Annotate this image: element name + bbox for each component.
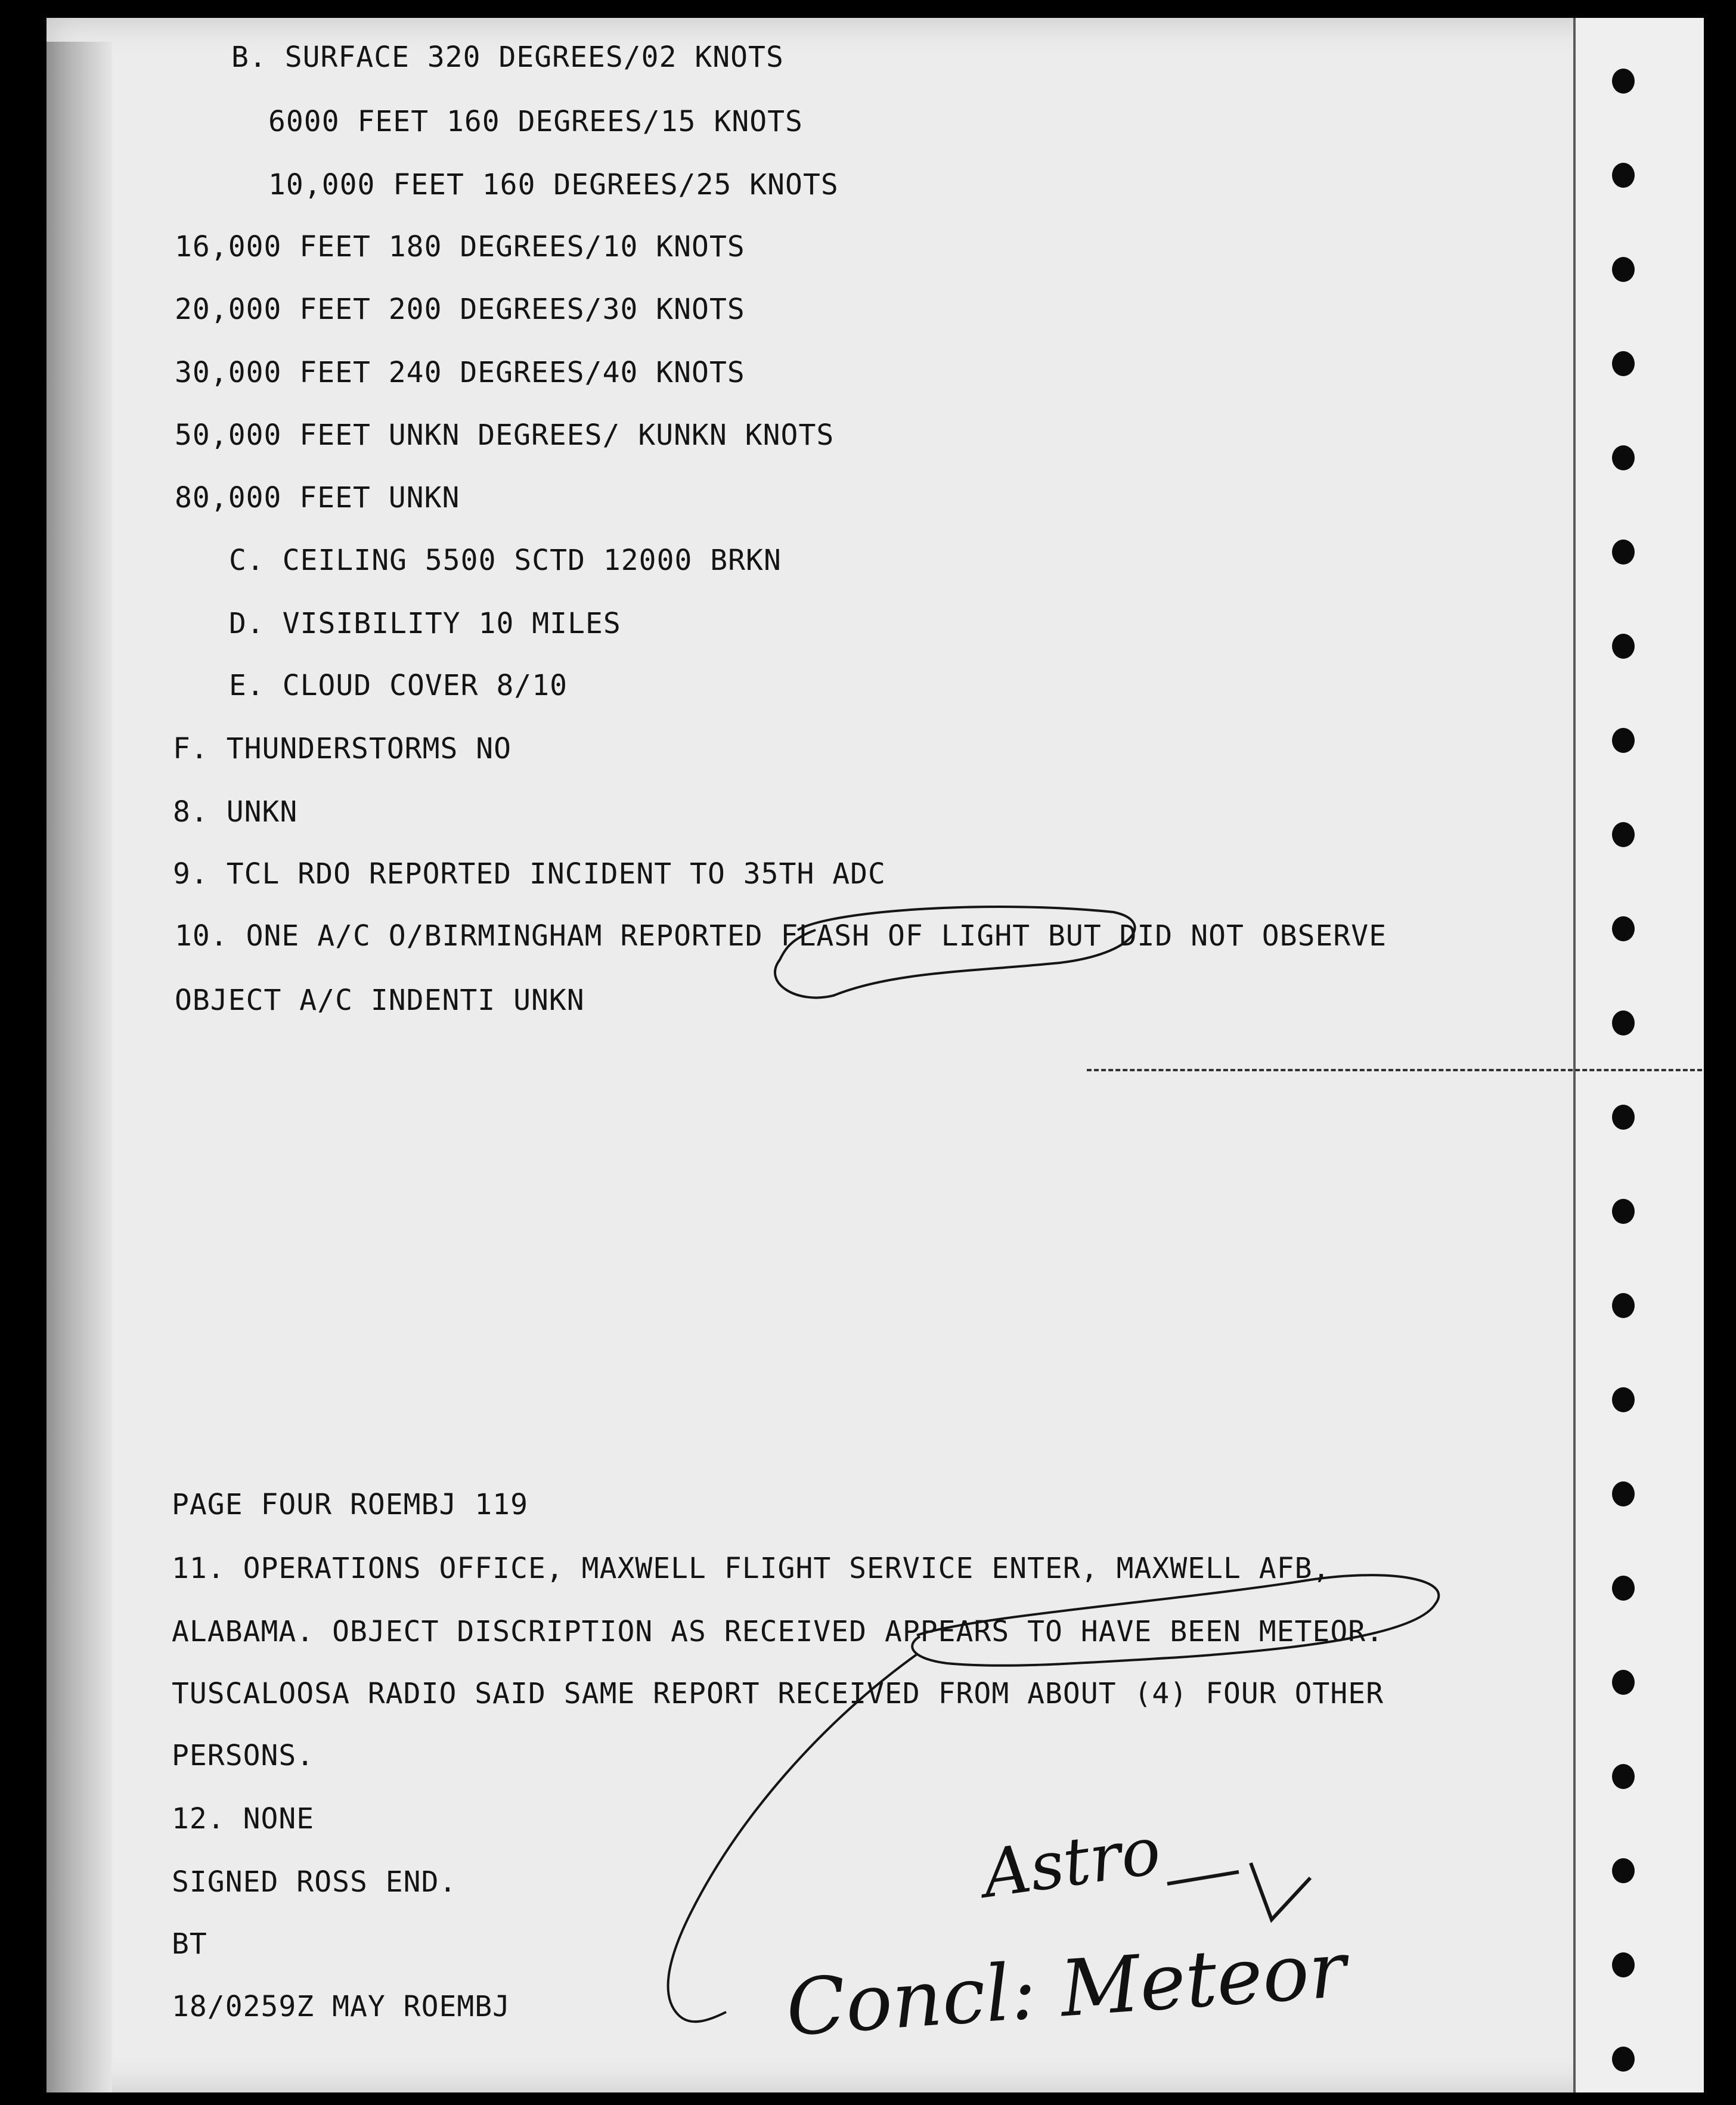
perforation-hole xyxy=(1612,1481,1635,1506)
text-line: SIGNED ROSS END. xyxy=(172,1865,457,1899)
text-line: F. THUNDERSTORMS NO xyxy=(173,732,512,765)
text-line: D. VISIBILITY 10 MILES xyxy=(229,607,621,640)
perforation-hole xyxy=(1612,728,1635,753)
text-line: ALABAMA. OBJECT DISCRIPTION AS RECEIVED APPEARS TO HAVE BEEN METEOR. xyxy=(172,1615,1384,1648)
handwritten-astro: Astro xyxy=(978,1812,1165,1913)
text-line: OBJECT A/C INDENTI UNKN xyxy=(175,984,585,1017)
text-line: PAGE FOUR ROEMBJ 119 xyxy=(172,1488,528,1521)
perforation-hole xyxy=(1612,1010,1635,1036)
text-line: 6000 FEET 160 DEGREES/15 KNOTS xyxy=(268,105,803,138)
text-line: E. CLOUD COVER 8/10 xyxy=(229,669,568,702)
perforation-hole xyxy=(1612,257,1635,282)
perforation-hole xyxy=(1612,163,1635,188)
text-line: PERSONS. xyxy=(172,1739,315,1772)
handwritten-conclusion: Concl: Meteor xyxy=(783,1924,1349,2054)
text-line: 10. ONE A/C O/BIRMINGHAM REPORTED FLASH OF LIGHT BUT DID NOT OBSERVE xyxy=(175,919,1387,953)
perforation-hole xyxy=(1612,822,1635,847)
text-line: B. SURFACE 320 DEGREES/02 KNOTS xyxy=(231,41,784,74)
text-line: 18/0259Z MAY ROEMBJ xyxy=(172,1990,511,2023)
perforation-hole xyxy=(1612,1199,1635,1224)
perforation-hole xyxy=(1612,445,1635,470)
perforation-hole xyxy=(1612,1952,1635,1977)
teletype-page xyxy=(46,18,1704,2092)
text-line: BT xyxy=(172,1927,207,1961)
perforation-hole xyxy=(1612,1293,1635,1318)
text-line: 8. UNKN xyxy=(173,795,298,829)
perforation-hole xyxy=(1612,1387,1635,1412)
text-line: 12. NONE xyxy=(172,1802,315,1836)
perforation-hole xyxy=(1612,2047,1635,2072)
text-line: C. CEILING 5500 SCTD 12000 BRKN xyxy=(229,544,782,577)
text-line: 50,000 FEET UNKN DEGREES/ KUNKN KNOTS xyxy=(175,418,835,452)
text-line: 16,000 FEET 180 DEGREES/10 KNOTS xyxy=(175,230,745,263)
perforation-hole xyxy=(1612,351,1635,376)
perforation-hole xyxy=(1612,916,1635,941)
text-line: TUSCALOOSA RADIO SAID SAME REPORT RECEIVED FROM ABOUT (4) FOUR OTHER xyxy=(172,1677,1384,1710)
perforation-hole xyxy=(1612,69,1635,94)
text-line: 30,000 FEET 240 DEGREES/40 KNOTS xyxy=(175,356,745,389)
perforation-hole xyxy=(1612,1105,1635,1130)
perforation-hole xyxy=(1612,1858,1635,1883)
text-line: 20,000 FEET 200 DEGREES/30 KNOTS xyxy=(175,293,745,326)
text-line: 80,000 FEET UNKN xyxy=(175,481,460,514)
teletype-text xyxy=(46,18,1596,2092)
perforation-hole xyxy=(1612,1670,1635,1695)
perforation-hole xyxy=(1612,540,1635,565)
text-line: 9. TCL RDO REPORTED INCIDENT TO 35TH ADC xyxy=(173,857,886,891)
perforation-hole xyxy=(1612,634,1635,659)
text-line: 10,000 FEET 160 DEGREES/25 KNOTS xyxy=(268,168,839,201)
perforation-hole xyxy=(1612,1764,1635,1789)
perforation-hole xyxy=(1612,1576,1635,1601)
text-line: 11. OPERATIONS OFFICE, MAXWELL FLIGHT SERVICE ENTER, MAXWELL AFB, xyxy=(172,1552,1331,1585)
